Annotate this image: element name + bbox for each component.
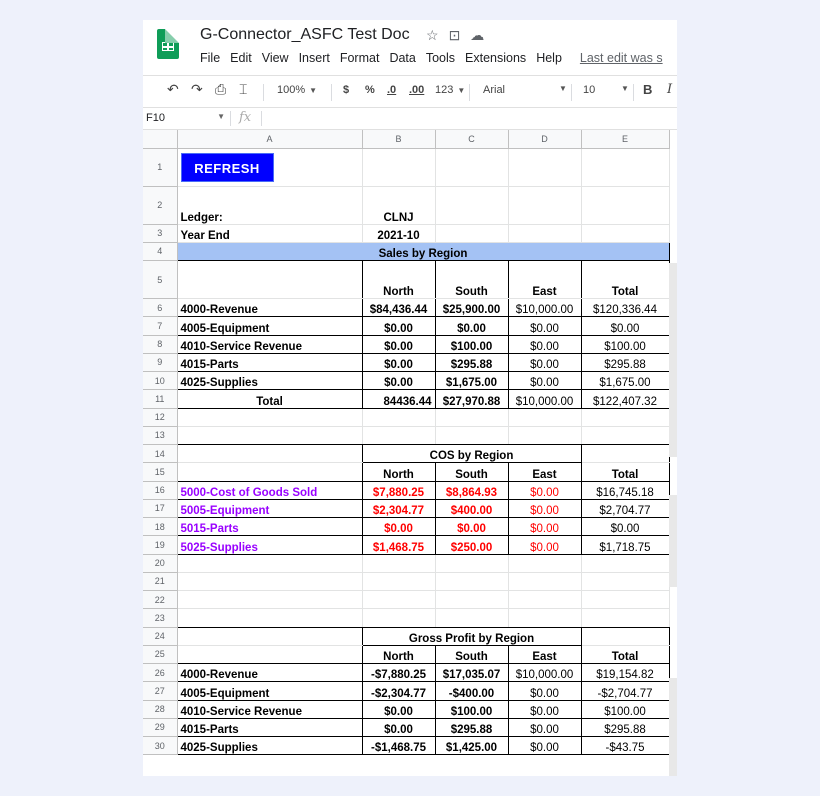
cell[interactable] <box>177 627 362 645</box>
gp-cell[interactable]: $100.00 <box>581 700 669 718</box>
row-header[interactable]: 21 <box>143 572 177 590</box>
chevron-down-icon: ▼ <box>309 86 318 95</box>
cell[interactable] <box>435 572 508 590</box>
document-title[interactable]: G-Connector_ASFC Test Doc <box>200 26 410 43</box>
more-formats-select[interactable]: 123 ▼ <box>435 84 466 96</box>
cell[interactable] <box>581 224 669 242</box>
gp-row-label[interactable]: 4005-Equipment <box>177 682 362 700</box>
cell[interactable] <box>362 591 435 609</box>
refresh-button[interactable]: REFRESH <box>181 153 274 182</box>
column-header-c[interactable]: C <box>435 130 508 148</box>
cos-cell[interactable]: $0.00 <box>362 518 435 536</box>
cell[interactable] <box>177 609 362 627</box>
gp-row-label[interactable]: 4015-Parts <box>177 718 362 736</box>
italic-button[interactable]: I <box>667 82 673 97</box>
gp-cell[interactable]: $0.00 <box>508 700 581 718</box>
cos-header-north[interactable]: North <box>362 463 435 481</box>
menu-view[interactable]: View <box>261 51 289 65</box>
menu-edit[interactable]: Edit <box>230 51 252 65</box>
row-header[interactable]: 22 <box>143 591 177 609</box>
row-header[interactable]: 8 <box>143 335 177 353</box>
sales-cell[interactable]: $1,675.00 <box>581 372 669 390</box>
gp-cell[interactable]: $0.00 <box>508 737 581 755</box>
cos-header-south[interactable]: South <box>435 463 508 481</box>
cell-a1[interactable] <box>177 148 362 186</box>
row-header[interactable]: 5 <box>143 261 177 299</box>
cell[interactable] <box>508 554 581 572</box>
sales-row-label[interactable]: 4005-Equipment <box>177 317 362 335</box>
column-header-d[interactable]: D <box>508 130 581 148</box>
cell[interactable] <box>508 148 581 186</box>
cell[interactable] <box>177 572 362 590</box>
row-header[interactable]: 26 <box>143 664 177 682</box>
cell[interactable] <box>177 645 362 663</box>
select-all-corner[interactable] <box>143 130 177 148</box>
row-header[interactable]: 17 <box>143 499 177 517</box>
row-header[interactable]: 6 <box>143 299 177 317</box>
gp-header-south[interactable]: South <box>435 645 508 663</box>
gp-cell[interactable]: -$7,880.25 <box>362 664 435 682</box>
sales-cell[interactable]: $0.00 <box>508 335 581 353</box>
sales-section-title[interactable]: Sales by Region <box>177 242 669 260</box>
cos-cell[interactable]: $7,880.25 <box>362 481 435 499</box>
gp-cell[interactable]: $0.00 <box>362 700 435 718</box>
row-header[interactable]: 30 <box>143 737 177 755</box>
year-end-value[interactable]: 2021-10 <box>362 224 435 242</box>
cell[interactable] <box>435 408 508 426</box>
cos-cell[interactable]: $0.00 <box>508 481 581 499</box>
menu-data[interactable]: Data <box>389 51 416 65</box>
sales-cell[interactable]: $10,000.00 <box>508 299 581 317</box>
sales-cell[interactable]: $0.00 <box>362 353 435 371</box>
row-header[interactable]: 4 <box>143 242 177 260</box>
row-header[interactable]: 3 <box>143 224 177 242</box>
sales-header-east[interactable]: East <box>508 261 581 299</box>
cell[interactable] <box>177 445 362 463</box>
fx-icon: fx <box>239 110 252 125</box>
row-header[interactable]: 28 <box>143 700 177 718</box>
sales-row-label[interactable]: 4000-Revenue <box>177 299 362 317</box>
row-header[interactable]: 2 <box>143 186 177 224</box>
sales-cell[interactable]: $0.00 <box>362 317 435 335</box>
menu-format[interactable]: Format <box>339 51 380 65</box>
sales-cell[interactable]: $0.00 <box>508 317 581 335</box>
gp-cell[interactable]: $1,425.00 <box>435 737 508 755</box>
cell[interactable] <box>581 186 669 224</box>
gp-cell[interactable]: $295.88 <box>581 718 669 736</box>
gp-header-total[interactable]: Total <box>581 645 669 663</box>
cell[interactable] <box>435 186 508 224</box>
star-icon[interactable]: ☆ <box>426 27 439 43</box>
cos-cell[interactable]: $16,745.18 <box>581 481 669 499</box>
gp-cell[interactable]: -$2,704.77 <box>581 682 669 700</box>
row-header[interactable]: 25 <box>143 645 177 663</box>
font-select[interactable]: Arial ▼ <box>483 84 567 96</box>
gp-cell[interactable]: $295.88 <box>435 718 508 736</box>
toolbar <box>143 75 677 108</box>
gp-cell[interactable]: $100.00 <box>435 700 508 718</box>
cos-cell[interactable]: $8,864.93 <box>435 481 508 499</box>
cell[interactable] <box>177 408 362 426</box>
sales-total-cell[interactable]: 84436.44 <box>362 390 435 408</box>
gp-cell[interactable]: $0.00 <box>362 718 435 736</box>
row-header[interactable]: 13 <box>143 426 177 444</box>
ledger-value[interactable]: CLNJ <box>362 186 435 224</box>
cos-cell[interactable]: $0.00 <box>508 499 581 517</box>
bold-button[interactable]: B <box>643 82 653 97</box>
cell[interactable] <box>581 426 669 444</box>
gp-cell[interactable]: $10,000.00 <box>508 664 581 682</box>
sales-cell[interactable]: $0.00 <box>581 317 669 335</box>
currency-button[interactable]: $ <box>343 84 350 96</box>
cos-row-label[interactable]: 5005-Equipment <box>177 499 362 517</box>
row-header[interactable]: 9 <box>143 353 177 371</box>
cell[interactable] <box>508 426 581 444</box>
gp-header-north[interactable]: North <box>362 645 435 663</box>
year-end-label[interactable]: Year End <box>177 224 362 242</box>
formula-input[interactable] <box>265 111 665 127</box>
cos-row-label[interactable]: 5015-Parts <box>177 518 362 536</box>
sales-header-total[interactable]: Total <box>581 261 669 299</box>
cell[interactable] <box>177 426 362 444</box>
cos-cell[interactable]: $1,468.75 <box>362 536 435 554</box>
sales-row-label[interactable]: 4025-Supplies <box>177 372 362 390</box>
cell[interactable] <box>362 609 435 627</box>
row-header[interactable]: 7 <box>143 317 177 335</box>
cell[interactable] <box>508 609 581 627</box>
row-header[interactable]: 19 <box>143 536 177 554</box>
cell[interactable] <box>362 426 435 444</box>
gp-cell[interactable]: $19,154.82 <box>581 664 669 682</box>
cell[interactable] <box>177 261 362 299</box>
cell[interactable] <box>508 224 581 242</box>
undo-icon[interactable]: ↶ <box>167 81 179 97</box>
row-header[interactable]: 14 <box>143 445 177 463</box>
sheets-logo-icon[interactable] <box>157 29 179 59</box>
row-header[interactable]: 29 <box>143 718 177 736</box>
cos-cell[interactable]: $1,718.75 <box>581 536 669 554</box>
cos-cell[interactable]: $0.00 <box>508 536 581 554</box>
chevron-down-icon: ▼ <box>457 86 466 95</box>
cell[interactable] <box>435 591 508 609</box>
row-header[interactable]: 1 <box>143 148 177 186</box>
cell[interactable] <box>177 463 362 481</box>
chevron-down-icon: ▼ <box>217 112 225 121</box>
cos-cell[interactable]: $2,304.77 <box>362 499 435 517</box>
column-header-e[interactable]: E <box>581 130 669 148</box>
menu-bar <box>200 51 663 65</box>
print-icon[interactable]: ⎙ <box>215 81 227 97</box>
gp-cell[interactable]: -$1,468.75 <box>362 737 435 755</box>
cell[interactable] <box>362 148 435 186</box>
menu-help[interactable]: Help <box>536 51 562 65</box>
folder-move-icon[interactable]: ⊡ <box>448 27 461 43</box>
sales-cell[interactable]: $0.00 <box>362 372 435 390</box>
frozen-edge-strip <box>669 678 677 776</box>
last-edit-link[interactable]: Last edit was s <box>579 51 663 65</box>
menu-tools[interactable]: Tools <box>425 51 456 65</box>
menu-extensions[interactable]: Extensions <box>465 51 527 65</box>
cell[interactable] <box>508 186 581 224</box>
cos-cell[interactable]: $250.00 <box>435 536 508 554</box>
ledger-label[interactable]: Ledger: <box>177 186 362 224</box>
cell[interactable] <box>508 408 581 426</box>
gp-row-label[interactable]: 4000-Revenue <box>177 664 362 682</box>
cell[interactable] <box>581 408 669 426</box>
cell[interactable] <box>581 591 669 609</box>
sales-header-north[interactable]: North <box>362 261 435 299</box>
cell[interactable] <box>362 554 435 572</box>
sales-cell[interactable]: $0.00 <box>362 335 435 353</box>
cos-cell[interactable]: $0.00 <box>508 518 581 536</box>
sales-cell[interactable]: $295.88 <box>581 353 669 371</box>
increase-decimal-button[interactable]: .00 <box>409 84 425 96</box>
title-icons <box>426 27 484 44</box>
cell[interactable] <box>435 426 508 444</box>
cell[interactable] <box>581 609 669 627</box>
row-header[interactable]: 23 <box>143 609 177 627</box>
font-size-select[interactable]: 10 ▼ <box>583 84 629 96</box>
sales-total-cell[interactable]: $122,407.32 <box>581 390 669 408</box>
cell[interactable] <box>362 572 435 590</box>
gp-row-label[interactable]: 4010-Service Revenue <box>177 700 362 718</box>
cell[interactable] <box>581 554 669 572</box>
column-header-b[interactable]: B <box>362 130 435 148</box>
sales-cell[interactable]: $120,336.44 <box>581 299 669 317</box>
sales-cell[interactable]: $295.88 <box>435 353 508 371</box>
gp-row-label[interactable]: 4025-Supplies <box>177 737 362 755</box>
cos-section-title[interactable]: COS by Region <box>362 445 581 463</box>
cell[interactable] <box>362 408 435 426</box>
menu-insert[interactable]: Insert <box>298 51 330 65</box>
sales-cell[interactable]: $1,675.00 <box>435 372 508 390</box>
gp-cell[interactable]: $17,035.07 <box>435 664 508 682</box>
spreadsheet-window <box>143 20 677 776</box>
sales-cell[interactable]: $25,900.00 <box>435 299 508 317</box>
cloud-status-icon[interactable]: ☁ <box>470 27 485 43</box>
frozen-edge-strip <box>669 263 677 457</box>
cos-cell[interactable]: $0.00 <box>435 518 508 536</box>
percent-button[interactable]: % <box>365 84 375 96</box>
cos-cell[interactable]: $0.00 <box>581 518 669 536</box>
cell[interactable] <box>435 224 508 242</box>
sales-cell[interactable]: $84,436.44 <box>362 299 435 317</box>
gp-header-east[interactable]: East <box>508 645 581 663</box>
cell[interactable] <box>581 627 669 645</box>
cell[interactable] <box>581 148 669 186</box>
sales-total-cell[interactable]: $10,000.00 <box>508 390 581 408</box>
cell[interactable] <box>581 445 669 463</box>
cell-grid <box>143 130 670 755</box>
cell[interactable] <box>581 572 669 590</box>
gp-cell[interactable]: $0.00 <box>508 682 581 700</box>
row-header[interactable]: 10 <box>143 372 177 390</box>
row-header[interactable]: 24 <box>143 627 177 645</box>
cos-cell[interactable]: $2,704.77 <box>581 499 669 517</box>
cell[interactable] <box>177 591 362 609</box>
cos-cell[interactable]: $400.00 <box>435 499 508 517</box>
cell[interactable] <box>508 591 581 609</box>
cell[interactable] <box>435 554 508 572</box>
row-header[interactable]: 15 <box>143 463 177 481</box>
gp-cell[interactable]: $0.00 <box>508 718 581 736</box>
sales-total-label[interactable]: Total <box>177 390 362 408</box>
sales-total-cell[interactable]: $27,970.88 <box>435 390 508 408</box>
gp-cell[interactable]: -$43.75 <box>581 737 669 755</box>
cell[interactable] <box>435 148 508 186</box>
name-box[interactable]: F10 ▼ <box>146 112 225 124</box>
decrease-decimal-button[interactable]: .0 <box>387 84 397 96</box>
row-header[interactable]: 20 <box>143 554 177 572</box>
cell[interactable] <box>435 609 508 627</box>
cos-row-label[interactable]: 5025-Supplies <box>177 536 362 554</box>
paint-format-icon[interactable]: ⌶ <box>239 81 248 97</box>
gp-cell[interactable]: -$2,304.77 <box>362 682 435 700</box>
chevron-down-icon: ▼ <box>559 84 567 93</box>
cell[interactable] <box>177 554 362 572</box>
sales-row-label[interactable]: 4015-Parts <box>177 353 362 371</box>
sales-header-south[interactable]: South <box>435 261 508 299</box>
row-header[interactable]: 27 <box>143 682 177 700</box>
cos-header-east[interactable]: East <box>508 463 581 481</box>
row-header[interactable]: 18 <box>143 518 177 536</box>
row-header[interactable]: 12 <box>143 408 177 426</box>
cell[interactable] <box>508 572 581 590</box>
sales-cell[interactable]: $100.00 <box>435 335 508 353</box>
cos-header-total[interactable]: Total <box>581 463 669 481</box>
redo-icon[interactable]: ↷ <box>191 81 203 97</box>
sales-row-label[interactable]: 4010-Service Revenue <box>177 335 362 353</box>
gp-cell[interactable]: -$400.00 <box>435 682 508 700</box>
gp-section-title[interactable]: Gross Profit by Region <box>362 627 581 645</box>
menu-file[interactable]: File <box>200 51 221 65</box>
cos-row-label[interactable]: 5000-Cost of Goods Sold <box>177 481 362 499</box>
sales-cell[interactable]: $0.00 <box>508 353 581 371</box>
sales-cell[interactable]: $0.00 <box>435 317 508 335</box>
frozen-edge-strip <box>669 495 677 587</box>
formula-bar <box>143 108 677 130</box>
row-header[interactable]: 16 <box>143 481 177 499</box>
row-header[interactable]: 11 <box>143 390 177 408</box>
zoom-select[interactable]: 100% ▼ <box>277 84 318 96</box>
sales-cell[interactable]: $0.00 <box>508 372 581 390</box>
chevron-down-icon: ▼ <box>621 84 629 93</box>
sales-cell[interactable]: $100.00 <box>581 335 669 353</box>
column-header-a[interactable]: A <box>177 130 362 148</box>
